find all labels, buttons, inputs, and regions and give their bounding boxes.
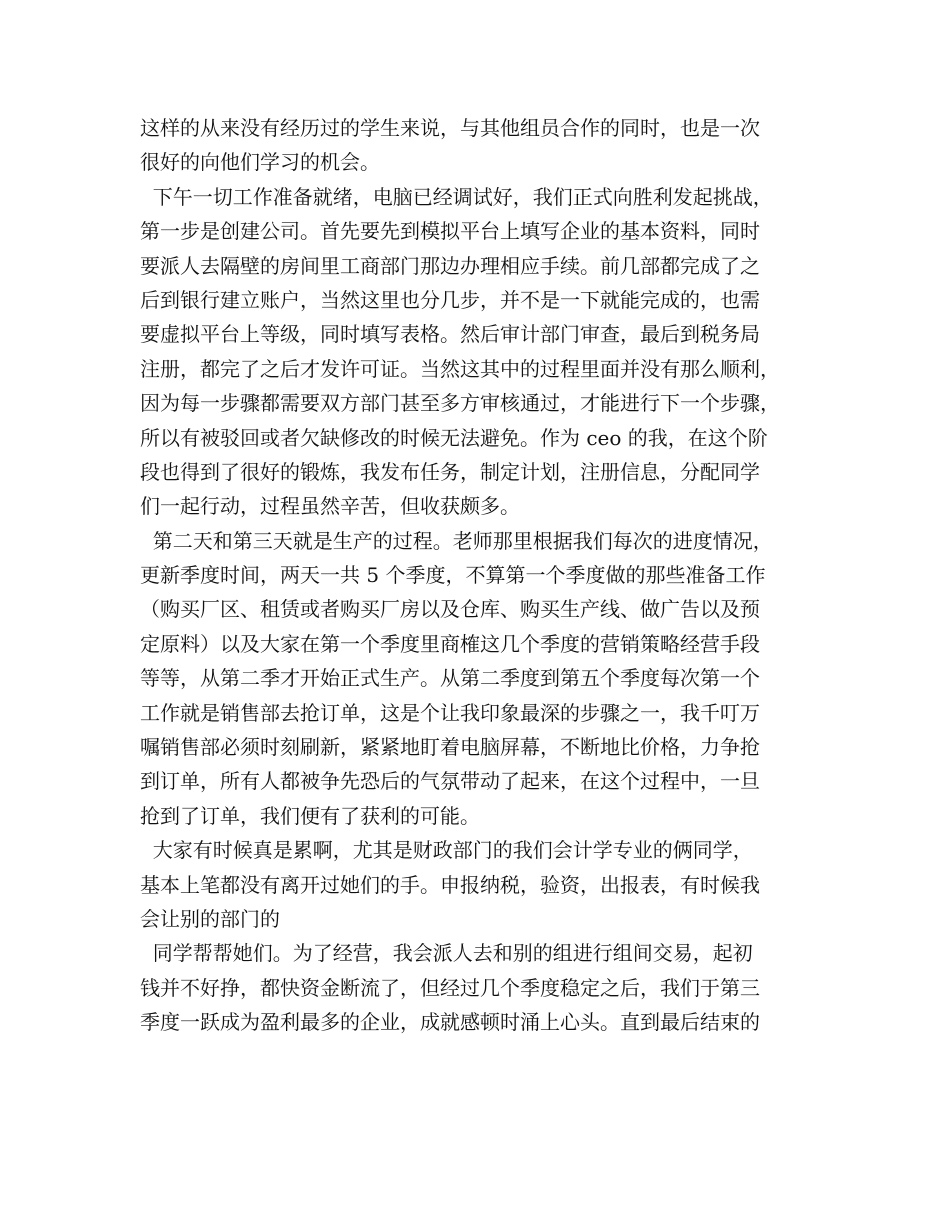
text-line: 定原料）以及大家在第一个季度里商榷这几个季度的营销策略经营手段 bbox=[140, 631, 760, 656]
text-line: 下午一切工作准备就绪，电脑已经调试好，我们正式向胜利发起挑战， bbox=[140, 184, 773, 209]
text-line: 这样的从来没有经历过的学生来说，与其他组员合作的同时，也是一次 bbox=[140, 116, 760, 140]
text-line: 所以有被驳回或者欠缺修改的时候无法避免。作为 ceo 的我，在这个阶 bbox=[140, 425, 768, 450]
text-line: 会让别的部门的 bbox=[140, 906, 280, 931]
text-line: 因为每一步骤都需要双方部门甚至多方审核通过，才能进行下一个步骤， bbox=[140, 391, 780, 416]
text-line: 工作就是销售部去抢订单，这是个让我印象最深的步骤之一，我千叮万 bbox=[140, 700, 760, 725]
text-line: 大家有时候真是累啊，尤其是财政部门的我们会计学专业的俩同学， bbox=[140, 838, 753, 863]
text-line: 更新季度时间，两天一共 5 个季度，不算第一个季度做的那些准备工作 bbox=[140, 563, 766, 588]
text-line: 后到银行建立账户，当然这里也分几步，并不是一下就能完成的，也需 bbox=[140, 287, 760, 312]
text-line: 注册，都完了之后才发许可证。当然这其中的过程里面并没有那么顺利， bbox=[140, 356, 780, 381]
text-line: 很好的向他们学习的机会。 bbox=[140, 150, 380, 175]
text-line: 等等，从第二季才开始正式生产。从第二季度到第五个季度每次第一个 bbox=[140, 666, 760, 691]
text-line: 要派人去隔壁的房间里工商部门那边办理相应手续。前几部都完成了之 bbox=[140, 253, 760, 278]
text-line: 季度一跃成为盈利最多的企业，成就感顿时涌上心头。直到最后结束的 bbox=[140, 1010, 760, 1035]
text-line: 要虚拟平台上等级，同时填写表格。然后审计部门审查，最后到税务局 bbox=[140, 322, 760, 347]
text-line: 同学帮帮她们。为了经营，我会派人去和别的组进行组间交易，起初 bbox=[140, 941, 753, 966]
text-line: 们一起行动，过程虽然辛苦，但收获颇多。 bbox=[140, 494, 520, 519]
text-line: 第二天和第三天就是生产的过程。老师那里根据我们每次的进度情况， bbox=[140, 528, 773, 553]
text-line: 钱并不好挣，都快资金断流了，但经过几个季度稳定之后，我们于第三 bbox=[140, 975, 760, 1000]
document-body bbox=[140, 111, 840, 1040]
text-line: 抢到了订单，我们便有了获利的可能。 bbox=[140, 803, 480, 828]
text-line: 第一步是创建公司。首先要先到模拟平台上填写企业的基本资料，同时 bbox=[140, 219, 760, 244]
text-line: （购买厂区、租赁或者购买厂房以及仓库、购买生产线、做广告以及预 bbox=[140, 597, 760, 622]
text-line: 嘱销售部必须时刻刷新，紧紧地盯着电脑屏幕，不断地比价格，力争抢 bbox=[140, 735, 760, 760]
text-line: 段也得到了很好的锻炼，我发布任务，制定计划，注册信息，分配同学 bbox=[140, 459, 760, 484]
text-line: 基本上笔都没有离开过她们的手。申报纳税，验资，出报表，有时候我 bbox=[140, 872, 760, 897]
text-line: 到订单，所有人都被争先恐后的气氛带动了起来，在这个过程中，一旦 bbox=[140, 769, 760, 794]
